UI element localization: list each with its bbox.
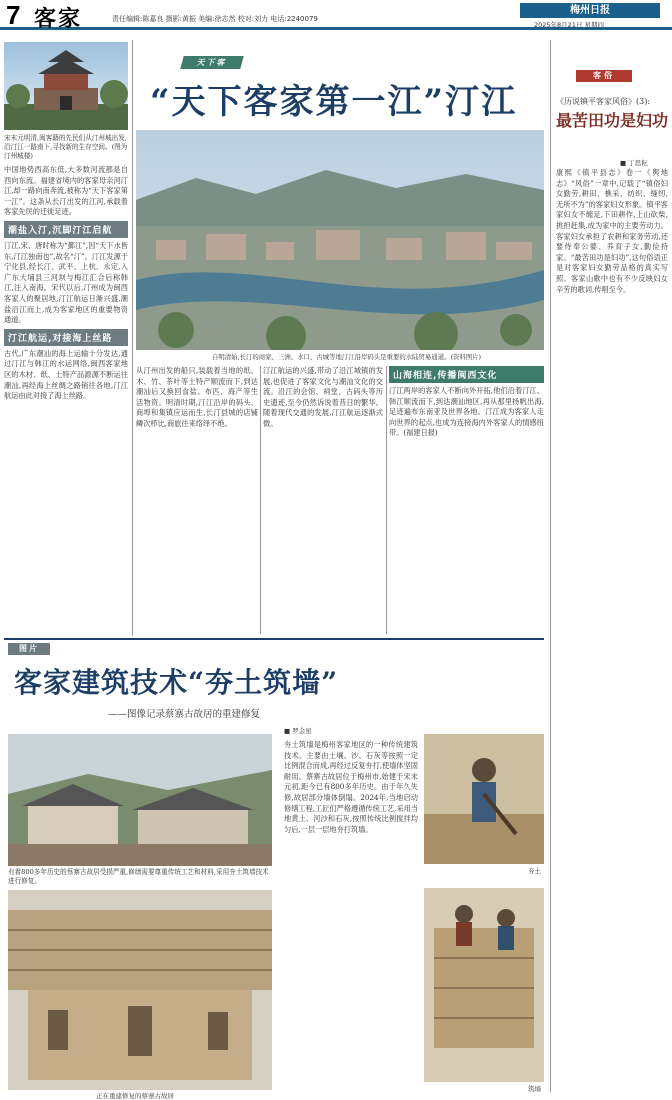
maritime-text: 古代,广东潮汕的海上运输十分发达,通过汀江与韩江的水运网络,闽西客家地区的木材、纸、土特产品源源不断运往潮汕,再经海上丝绸之路销往各地,汀江航运由此对接了海上丝路。 [4, 348, 128, 401]
subheading-salt-route: 潮盐入汀,沉脚汀江启航 [4, 221, 128, 238]
article-title: 最苦田功是妇功 [556, 111, 669, 130]
customs-column [556, 168, 668, 1088]
village-photo [8, 734, 272, 866]
wall-building-photo [424, 888, 544, 1082]
page-number: 7 [6, 0, 21, 30]
architecture-text: 夯土筑墙是梅州客家地区的一种传统建筑技术。主要由土壤、沙、石灰等按照一定比例混合而成,再经过反复夯打,使墙体坚固耐用。蔡寨古故居位于梅州市,始建于宋末元初,距今已有800多年历史。由于年久失修,故居部分墙体倒塌。2024年,当地启动修缮工程,工匠们严格遵循传统工艺,采用当地黄土、河沙和石灰,按照传统比例搅拌均匀后,一层一层地夯打筑墙。 [284, 740, 418, 834]
column-divider [260, 366, 261, 634]
architecture-title: 客家建筑技术“夯土筑墙” [14, 666, 339, 699]
issue-date: 2025年8月21日 星期四 [534, 21, 605, 29]
photo-section-tag: 图片 [8, 643, 50, 655]
salt-route-text: 汀江,宋、唐时称为“鄞江”,因“天下水皆东,汀江独南也”,故名“汀”。汀江发源于宁化县,经长汀、武平、上杭、永定,入广东大埔县三河坝与梅江汇合后称韩江,注入南海。宋代以后,汀州成为闽西客家人的聚居地,汀江航运日渐兴盛,潮盐沿江而上,成为客家地区的重要物资通道。 [4, 240, 128, 325]
feature-text-1: 从汀州出发的船只,装载着当地的纸、木、竹、茶叶等土特产顺流而下,到达潮汕后又换回食盐、布匹、海产等生活物资。明清时期,汀江沿岸的码头、商埠和集镇应运而生,长汀县城的店铺鳞次栉比,商旅往来络绎不绝。 [136, 366, 258, 428]
worker-photo [424, 734, 544, 864]
feature-column-3 [389, 366, 544, 634]
city-tower-photo [4, 42, 128, 130]
tower-caption: 宋末元明清,闽客籍的先民们从汀州城出发,沿汀江一路南下,寻找新的生存空间。(图为汀州城楼) [4, 134, 128, 160]
feature-column-1 [136, 366, 258, 634]
feature-text-3: 汀江两岸的客家人不断向外开拓,他们沿着汀江、韩江顺流而下,到达潮汕地区,再从那里扬帆出海,足迹遍布东南亚及世界各地。汀江成为客家人走向世界的起点,也成为连接海内外客家人的情感纽带。(福建日报) [389, 386, 544, 438]
architecture-column [284, 740, 418, 1090]
masthead [0, 0, 672, 30]
column-divider [550, 40, 551, 1092]
architecture-author: ■ 罗金星 [284, 727, 312, 735]
intro-text: 中国地势西高东低,大多数河流都是自西向东流。福建省境内的客家母亲河汀江,却一路向南奔流,被称为“天下客家第一江”。这条从长汀出发的江河,承载着客家先民的迁徙足迹。 [4, 165, 128, 217]
customs-text: 康熙《镇平县志》卷一《舆地志》“风俗”一章中,记载了“镇俗妇女勤劳,耕田、樵采、纺织、缝纫,无所不为”的客家妇女形象。镇平客家妇女不缠足,下田耕作,上山砍柴,挑担赶集,成为家中的主要劳动力。客家妇女承担了农耕和家务劳动,还要侍奉公婆、养育子女,勤俭持家。“最苦田功是妇功”,这句俗语正是对客家妇女勤劳品格的真实写照。客家山歌中也有不少反映妇女辛劳的歌词,传唱至今。 [556, 168, 668, 294]
section-rule [4, 638, 544, 640]
restoration-photo [8, 890, 272, 1090]
customs-tag: 客俗 [576, 70, 632, 82]
village-caption: 有着800多年历史的蔡寨古故居受损严重,修缮需要尊重传统工艺和材料,采用夯土筑墙技术进行修复。 [8, 868, 269, 885]
subheading-maritime-silk-road: 汀江航运,对接海上丝路 [4, 329, 128, 346]
intro-column [4, 134, 128, 634]
building-photo-label: 筑墙 [528, 1085, 541, 1093]
feature-title: “天下客家第一江”汀江 [150, 82, 518, 122]
subheading-culture: 山海相连,传播闽西文化 [389, 366, 544, 383]
worker-photo-label: 夯土 [528, 867, 541, 875]
series-title: 《历说镇平客家风俗》(3): [556, 97, 651, 106]
architecture-subtitle: ——图像记录蔡寨古故居的重建修复 [108, 709, 261, 720]
staff-line: 责任编辑:陈嘉良 摄影:黄振 美编:徐志然 校对:刘力 电话:2240079 [112, 15, 318, 23]
aerial-photo-caption: 自明清始,长汀的商家、三洲、水口、古城等地汀江沿岸码头是重要的水陆贸易通道。(资料图片) [212, 353, 482, 361]
aerial-city-photo [136, 130, 544, 350]
column-divider [132, 40, 133, 636]
section-tag: 天下客 [180, 56, 243, 69]
page-name: 客家 [34, 7, 83, 32]
column-divider [386, 366, 387, 634]
feature-text-2: 汀江航运的兴盛,带动了沿江城镇的发展,也促进了客家文化与潮汕文化的交流。沿江的会馆、祠堂、古码头等历史遗迹,至今仍然诉说着昔日的繁华。随着现代交通的发展,汀江航运逐渐式微。 [263, 366, 383, 428]
paper-logo: 梅州日报 [520, 3, 660, 18]
feature-column-2 [263, 366, 383, 634]
restoration-caption: 正在重建修复的蔡寨古故居 [96, 1092, 174, 1100]
article-author: ■ 丁思耘 [620, 159, 648, 167]
